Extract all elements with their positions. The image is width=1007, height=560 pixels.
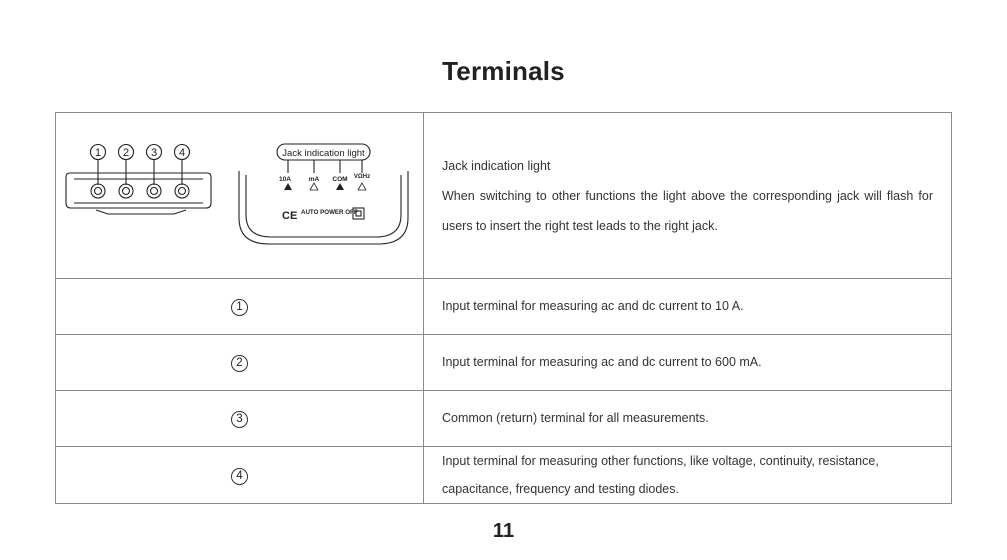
- terminal-number-cell: [56, 447, 424, 504]
- auto-power-off-text: AUTO POWER OFF: [301, 209, 358, 216]
- page-title: Terminals: [442, 56, 565, 86]
- terminal-3-label: 3: [150, 147, 158, 159]
- terminal-number-cell: [56, 335, 424, 391]
- jack-label-ma: mA: [308, 176, 320, 183]
- jack-2-outer: [119, 184, 133, 198]
- terminal-description-cell: [424, 335, 952, 391]
- jack-label-com: COM: [332, 176, 348, 183]
- terminal-number: 1: [231, 299, 248, 316]
- jack-light-heading: Jack indication light: [442, 158, 551, 173]
- table-row: [56, 335, 952, 391]
- meter-front-panel-outline: [246, 175, 401, 237]
- table-row: [56, 279, 952, 335]
- jack-light-text: When switching to other functions the light above the corresponding jack will flash for users to insert the right test leads to the right jack.: [442, 188, 933, 233]
- jack-label-vohz: VΩHz: [353, 174, 371, 180]
- ce-mark: CE: [282, 210, 298, 222]
- jack-3-outer: [147, 184, 161, 198]
- terminal-number: 3: [231, 411, 248, 428]
- terminal-4-label: 4: [178, 147, 186, 159]
- jack-4-outer: [175, 184, 189, 198]
- terminals-table: [55, 112, 952, 504]
- terminal-2-label: 2: [122, 147, 130, 159]
- terminal-description-cell: [424, 447, 952, 504]
- table-row: [56, 447, 952, 504]
- page-number: 11: [492, 520, 515, 542]
- jack-label-10a: 10A: [279, 176, 291, 183]
- terminal-description: Input terminal for measuring ac and dc current to 600 mA.: [442, 355, 762, 369]
- terminal-description: Input terminal for measuring ac and dc current to 10 A.: [442, 299, 744, 313]
- jack-1-outer: [91, 184, 105, 198]
- terminal-figure: [56, 113, 424, 279]
- warning-triangle-3: [336, 183, 344, 190]
- terminal-number: 2: [231, 355, 248, 372]
- multimeter-terminals-illustration: [56, 113, 423, 278]
- terminal-description: Input terminal for measuring other functions, like voltage, continuity, resistance, capacitance, frequency and testing diodes.: [442, 454, 879, 496]
- terminal-number-cell: [56, 391, 424, 447]
- warning-triangle-1: [284, 183, 292, 190]
- jack-light-callout-text: Jack indication light: [282, 148, 365, 159]
- terminal-description-cell: [424, 279, 952, 335]
- terminal-number: 4: [231, 468, 248, 485]
- terminal-1-label: 1: [94, 147, 102, 159]
- terminal-description: Common (return) terminal for all measurements.: [442, 411, 709, 425]
- figure-row: [56, 113, 952, 279]
- jack-light-description: [424, 113, 952, 279]
- terminal-number-cell: [56, 279, 424, 335]
- table-row: [56, 391, 952, 447]
- terminal-description-cell: [424, 391, 952, 447]
